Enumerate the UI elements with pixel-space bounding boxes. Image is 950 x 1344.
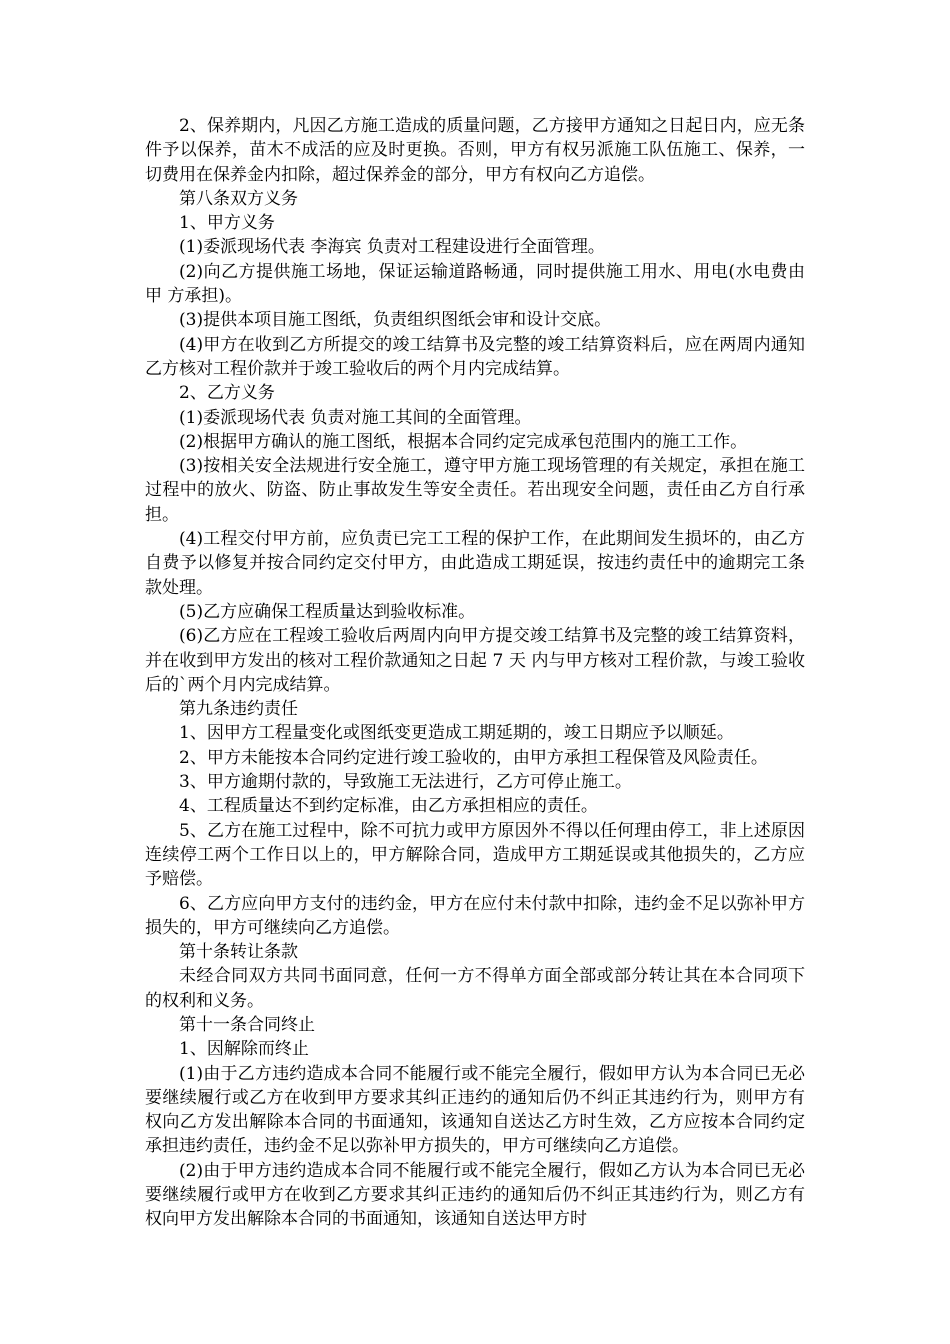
paragraph-breach-3: 3、甲方逾期付款的，导致施工无法进行，乙方可停止施工。 — [179, 772, 632, 793]
heading-article-10: 第十条转让条款 — [179, 942, 298, 963]
subheading-party-a-obligations: 1、甲方义务 — [179, 213, 275, 234]
paragraph-a-1: (1)委派现场代表 李海宾 负责对工程建设进行全面管理。 — [179, 237, 605, 258]
paragraph-b-1: (1)委派现场代表 负责对施工其间的全面管理。 — [179, 407, 532, 428]
subheading-party-b-obligations: 2、乙方义务 — [179, 383, 275, 404]
paragraph-b-3: (3)按相关安全法规进行安全施工，遵守甲方施工现场管理的有关规定，承担在施工过程中的放火、防盗、防止事故发生等安全责任。若出现安全问题，责任由乙方自行承担。 — [145, 456, 805, 525]
subheading-termination-by-rescission: 1、因解除而终止 — [179, 1039, 309, 1060]
paragraph-breach-5: 5、乙方在施工过程中，除不可抗力或甲方原因外不得以任何理由停工，非上述原因连续停工两个工作日以上的，甲方解除合同，造成甲方工期延误或其他损失的，乙方应予赔偿。 — [145, 820, 805, 890]
paragraph-termination-1: (1)由于乙方违约造成本合同不能履行或不能完全履行，假如甲方认为本合同已无必要继续履行或乙方在收到甲方要求其纠正违约的通知后仍不纠正其违约行为，则甲方有权向乙方发出解除本合同的书面通知，该通知自送达乙方时生效，乙方应按本合同约定承担违约责任，违约金不足以弥补甲方损失的，甲方可继续向乙方追偿。 — [145, 1063, 805, 1157]
paragraph-transfer: 未经合同双方共同书面同意，任何一方不得单方面全部或部分转让其在本合同项下的权利和义务。 — [145, 966, 805, 1011]
paragraph-b-4: (4)工程交付甲方前，应负责已完工工程的保护工作，在此期间发生损坏的，由乙方自费予以修复并按合同约定交付甲方，由此造成工期延误，按违约责任中的逾期完工条款处理。 — [145, 529, 805, 598]
paragraph-termination-2: (2)由于甲方违约造成本合同不能履行或不能完全履行，假如乙方认为本合同已无必要继续履行或甲方在收到乙方要求其纠正违约的通知后仍不纠正其违约行为，则乙方有权向甲方发出解除本合同的书面通知，该通知自送达甲方时 — [145, 1160, 805, 1230]
paragraph-breach-4: 4、工程质量达不到约定标准，由乙方承担相应的责任。 — [179, 796, 598, 817]
paragraph-b-2: (2)根据甲方确认的施工图纸，根据本合同约定完成承包范围内的施工工作。 — [179, 431, 748, 452]
paragraph-breach-6: 6、乙方应向甲方支付的违约金，甲方在应付未付款中扣除，违约金不足以弥补甲方损失的，甲方可继续向乙方追偿。 — [145, 893, 805, 938]
paragraph-a-4: (4)甲方在收到乙方所提交的竣工结算书及完整的竣工结算资料后，应在两周内通知乙方核对工程价款并于竣工验收后的两个月内完成结算。 — [145, 334, 805, 379]
paragraph-b-6: (6)乙方应在工程竣工验收后两周内向甲方提交竣工结算书及完整的竣工结算资料，并在收到甲方发出的核对工程价款通知之日起 7 天 内与甲方核对工程价款，与竣工验收后的`两个月内完成结算。 — [145, 626, 805, 695]
paragraph-a-2: (2)向乙方提供施工场地，保证运输道路畅通，同时提供施工用水、用电(水电费由 甲 方承担)。 — [145, 261, 805, 307]
heading-article-8: 第八条双方义务 — [179, 188, 298, 209]
paragraph-breach-1: 1、因甲方工程量变化或图纸变更造成工期延期的，竣工日期应予以顺延。 — [179, 723, 734, 744]
heading-article-9: 第九条违约责任 — [179, 699, 298, 720]
paragraph-a-3: (3)提供本项目施工图纸，负责组织图纸会审和设计交底。 — [179, 310, 612, 331]
paragraph-breach-2: 2、甲方未能按本合同约定进行竣工验收的，由甲方承担工程保管及风险责任。 — [179, 747, 768, 768]
paragraph-warranty-clause-2: 2、保养期内，凡因乙方施工造成的质量问题，乙方接甲方通知之日起日内，应无条件予以保养，苗木不成活的应及时更换。否则，甲方有权另派施工队伍施工、保养，一切费用在保养金内扣除，超过保养金的部分，甲方有权向乙方追偿。 — [145, 116, 805, 185]
paragraph-b-5: (5)乙方应确保工程质量达到验收标准。 — [179, 601, 476, 622]
heading-article-11: 第十一条合同终止 — [179, 1014, 315, 1035]
document-page — [145, 114, 805, 1232]
